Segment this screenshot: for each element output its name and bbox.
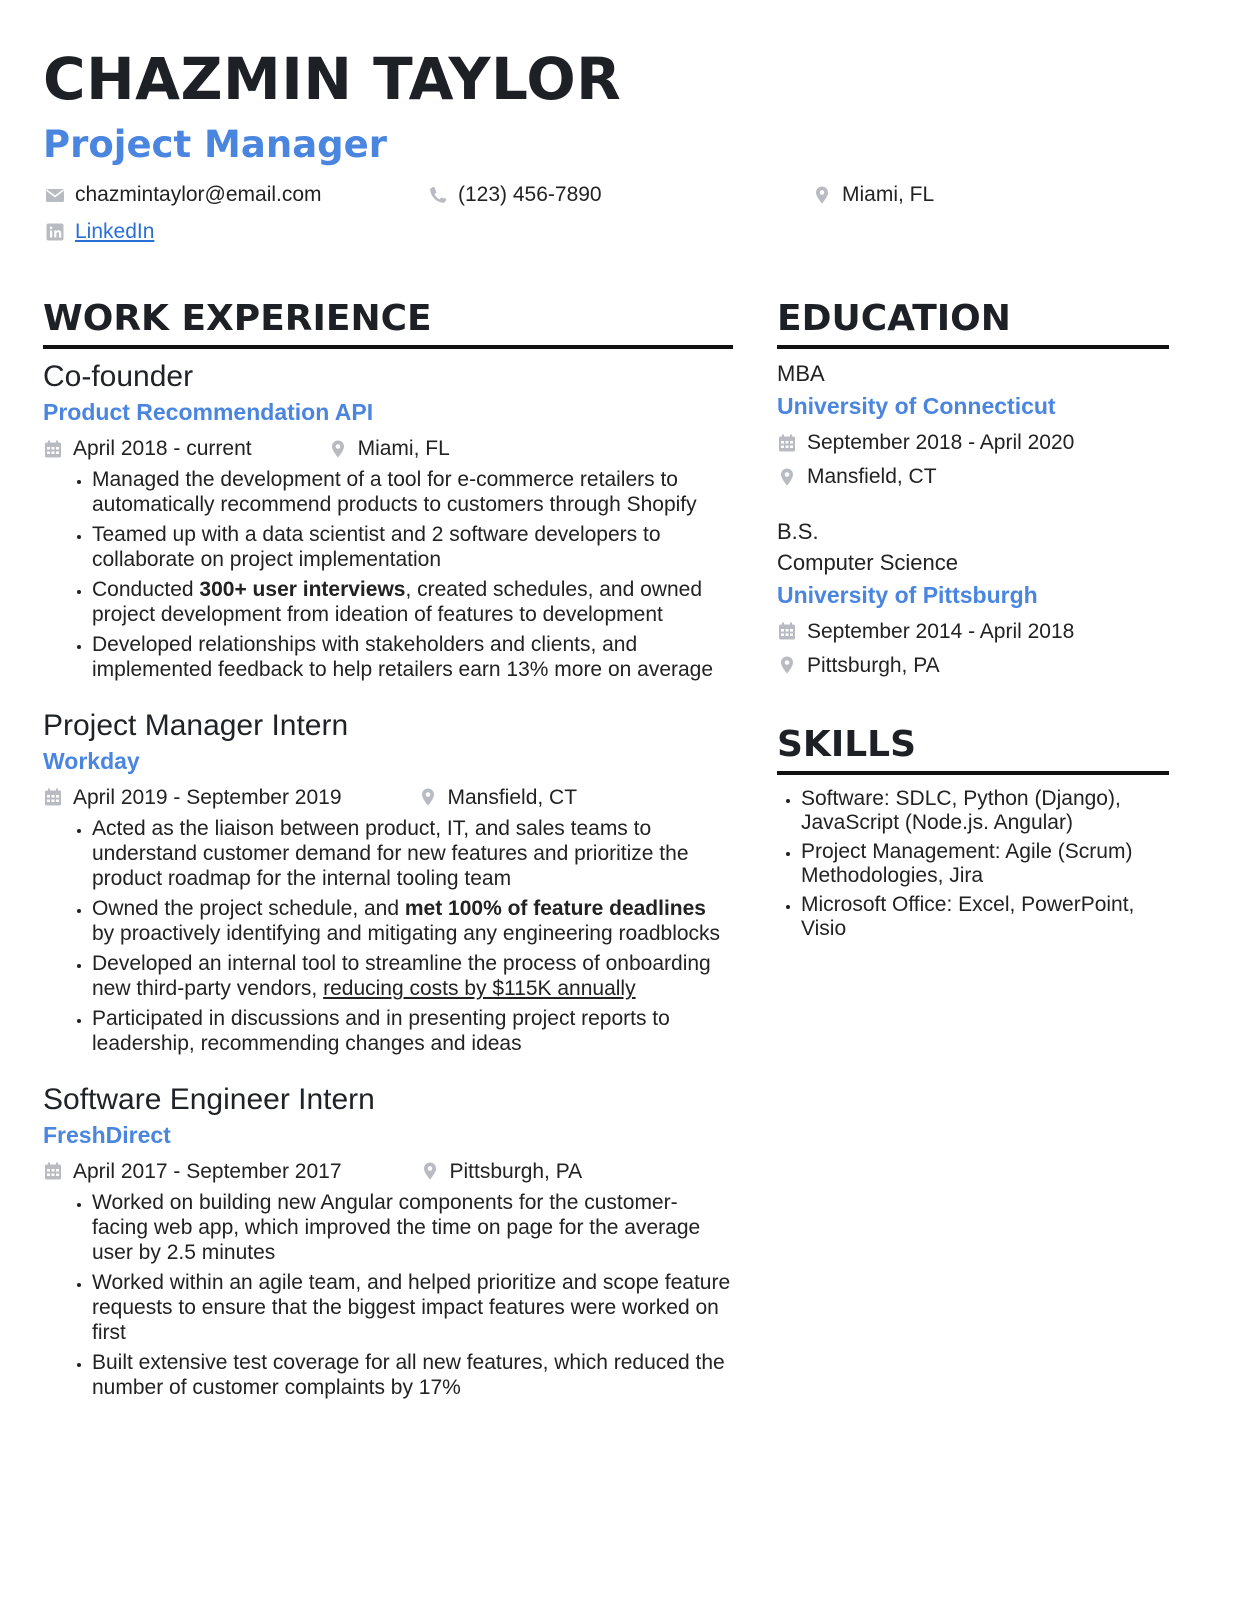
job-meta [43,436,733,461]
work-experience-section [43,298,733,1405]
job-company: FreshDirect [43,1121,171,1148]
bullet-highlight: 300+ user interviews [199,578,406,602]
candidate-name: CHAZMIN TAYLOR [43,45,622,113]
map-pin-icon [777,655,797,675]
bullet-text: Developed an internal tool to streamline the process of onboarding new third-party vendors, [92,951,711,1000]
map-pin-icon [328,439,348,459]
map-pin-icon [777,467,797,487]
right-column [777,298,1169,946]
map-pin-icon [420,1161,440,1181]
job-dates: April 2019 - September 2019 [73,785,342,809]
contact-location [812,184,934,205]
edu-school: University of Connecticut [777,393,1056,420]
job-entry [43,359,733,682]
candidate-title: Project Manager [43,123,387,166]
job-bullet: • Managed the development of a tool for e-commerce retailers to automatically recommend products to customers through Shopify [92,467,733,517]
job-bullet: • Teamed up with a data scientist and 2 software developers to collaborate on project implementation [92,522,733,572]
edu-field: Computer Science [777,550,958,576]
contact-phone [428,184,602,205]
job-role: Software Engineer Intern [43,1082,375,1116]
skills-heading: SKILLS [777,724,1169,775]
calendar-icon [777,621,797,641]
linkedin-icon [45,222,65,242]
email-text: chazmintaylor@email.com [75,183,322,206]
job-bullet: • Worked on building new Angular components for the customer-facing web app, which improved the time on page for the average user by 2.5 minutes [92,1190,733,1265]
calendar-icon [43,1161,63,1181]
education-section [777,298,1169,678]
calendar-icon [777,433,797,453]
edu-location-line [777,464,1169,489]
job-location: Pittsburgh, PA [449,1159,583,1183]
job-bullet [92,577,733,627]
contact-email [45,184,322,205]
job-bullets [43,467,733,682]
job-dates: April 2017 - September 2017 [73,1159,342,1183]
job-bullet: • Developed relationships with stakeholders and clients, and implemented feedback to help retailers earn 13% more on average [92,632,733,682]
job-company: Product Recommendation API [43,399,374,426]
skills-list [777,787,1169,941]
education-heading: EDUCATION [777,298,1169,349]
education-entry [777,359,1169,489]
edu-location: Pittsburgh, PA [807,653,940,677]
phone-icon [428,185,448,205]
job-bullet [92,951,733,1001]
job-bullets [43,816,733,1056]
envelope-icon [45,185,65,205]
skills-section [777,724,1169,941]
bullet-highlight: met 100% of feature deadlines [404,896,706,920]
job-company: Workday [43,748,140,775]
skill-item: • Software: SDLC, Python (Django), JavaScript (Node.js. Angular) [801,787,1169,835]
job-location: Miami, FL [357,436,450,460]
education-entry [777,517,1169,678]
job-role: Project Manager Intern [43,709,349,743]
job-role: Co-founder [43,360,194,394]
calendar-icon [43,439,63,459]
bullet-text: Conducted [92,578,200,602]
location-text: Miami, FL [842,183,935,206]
skill-item: • Project Management: Agile (Scrum) Methodologies, Jira [801,840,1169,888]
edu-location-line [777,653,1169,678]
job-bullets [43,1190,733,1400]
bullet-highlight: reducing costs by $115K annually [323,976,636,1000]
map-pin-icon [418,787,438,807]
job-dates: April 2018 - current [73,436,252,460]
edu-dates: September 2014 - April 2018 [807,619,1075,643]
work-experience-heading: WORK EXPERIENCE [43,298,733,349]
job-bullet: • Acted as the liaison between product, IT, and sales teams to understand customer demand for new features and prioritize the product roadmap for the internal tooling team [92,816,733,891]
edu-dates-line [777,430,1169,455]
job-entry [43,1082,733,1400]
job-meta [43,785,733,810]
job-bullet: • Built extensive test coverage for all new features, which reduced the number of customer complaints by 17% [92,1350,733,1400]
edu-location: Mansfield, CT [807,465,937,489]
job-bullet: • Worked within an agile team, and helped prioritize and scope feature requests to ensure that the biggest impact features were worked on first [92,1270,733,1345]
edu-degree: MBA [777,361,825,387]
job-bullet [92,896,733,946]
job-meta [43,1159,733,1184]
skill-item: • Microsoft Office: Excel, PowerPoint, Visio [801,893,1169,941]
map-pin-icon [812,185,832,205]
job-location: Mansfield, CT [447,785,578,809]
edu-dates-line [777,619,1169,644]
job-entry [43,708,733,1056]
edu-degree: B.S. [777,519,819,545]
bullet-text: Owned the project schedule, and [92,896,405,920]
contact-linkedin [45,221,154,242]
calendar-icon [43,787,63,807]
linkedin-link[interactable]: LinkedIn [75,220,155,243]
phone-text: (123) 456-7890 [458,183,602,206]
edu-dates: September 2018 - April 2020 [807,430,1075,454]
bullet-text: by proactively identifying and mitigating any engineering roadblocks [92,921,721,945]
bullet-text: , created schedules, and owned project development from ideation of features to development [92,578,703,627]
job-bullet: • Participated in discussions and in presenting project reports to leadership, recommending changes and ideas [92,1006,733,1056]
edu-school: University of Pittsburgh [777,581,1038,608]
